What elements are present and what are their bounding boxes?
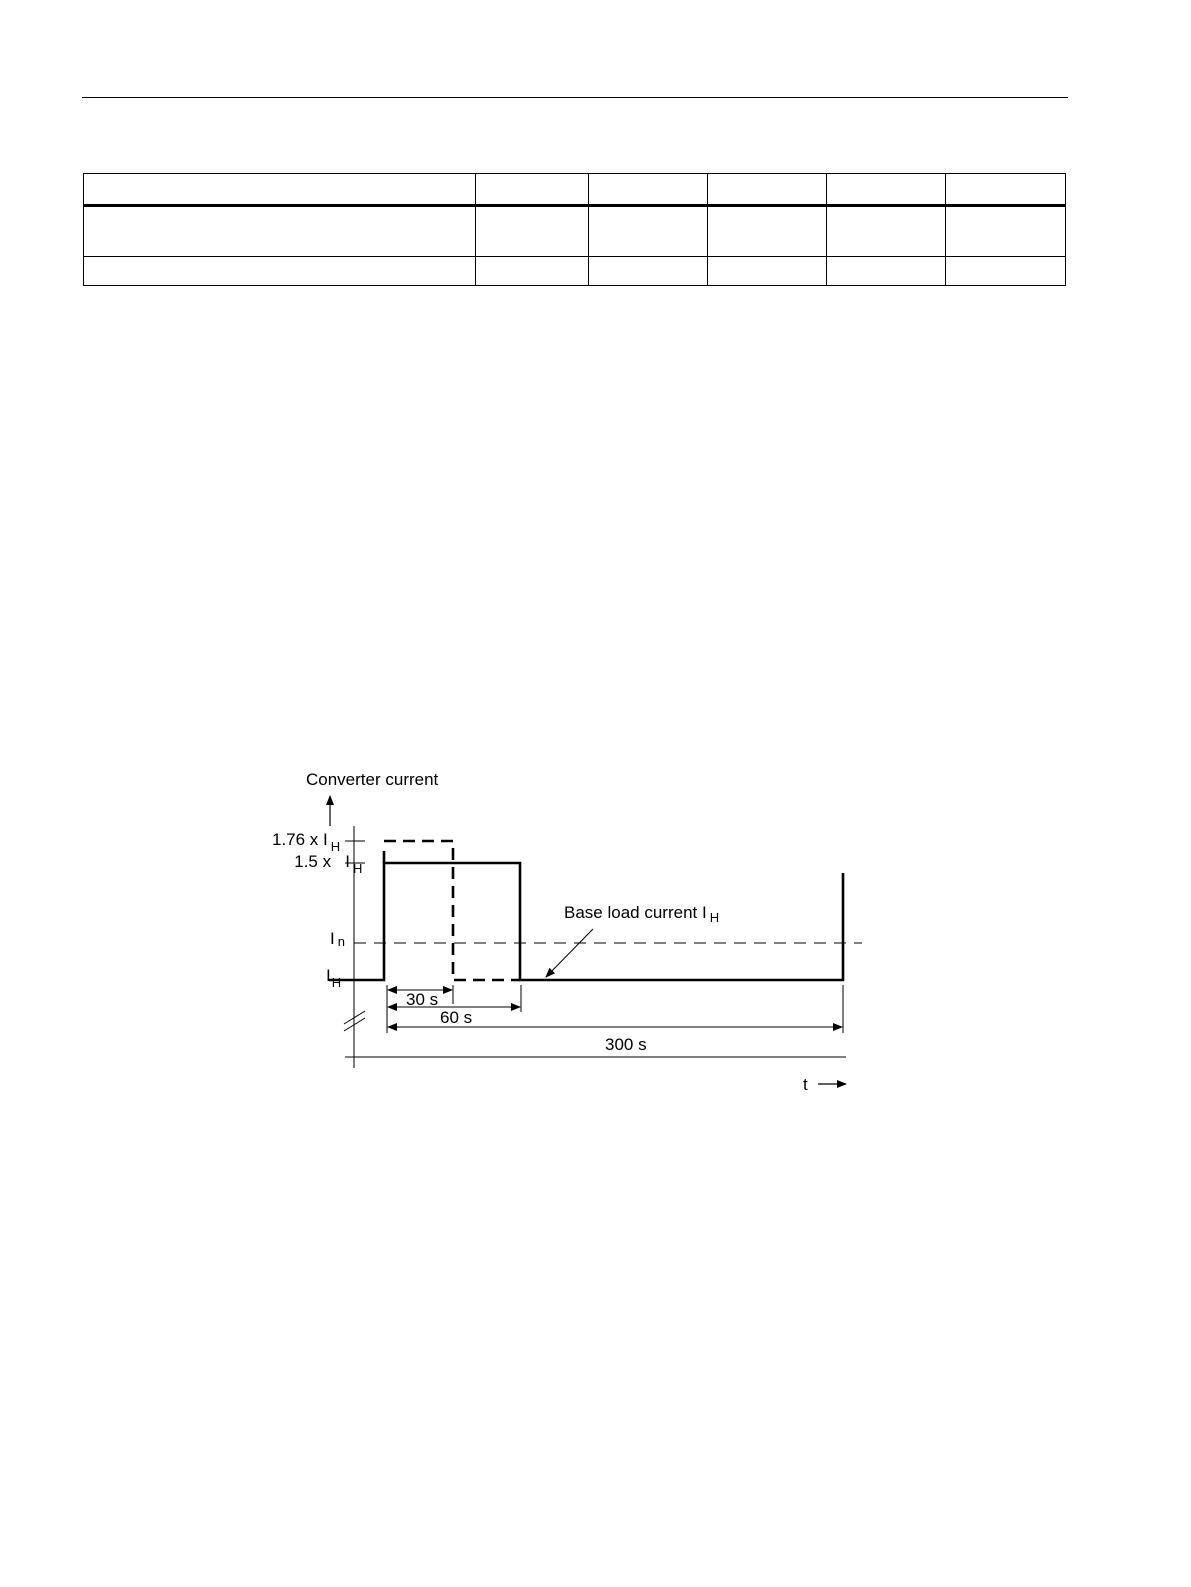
dimension-label-60s: 60 s [440,1008,473,1027]
level-label-ih: $I_H$ [326,966,342,990]
level-label-15: 1.5 x I $_H$ [294,852,363,876]
y-axis-label: Converter current [306,770,439,789]
level-label-176: 1.76 x I $_H$ [272,830,341,854]
annotation-arrow [546,929,593,977]
base-load-annotation: Base load current I $_H$ [564,903,720,925]
dimension-label-30s: 30 s [406,990,439,1009]
level-label-in: I n [330,929,345,949]
x-axis-label: t [803,1075,808,1094]
dimension-label-300s: 300 s [605,1035,647,1054]
